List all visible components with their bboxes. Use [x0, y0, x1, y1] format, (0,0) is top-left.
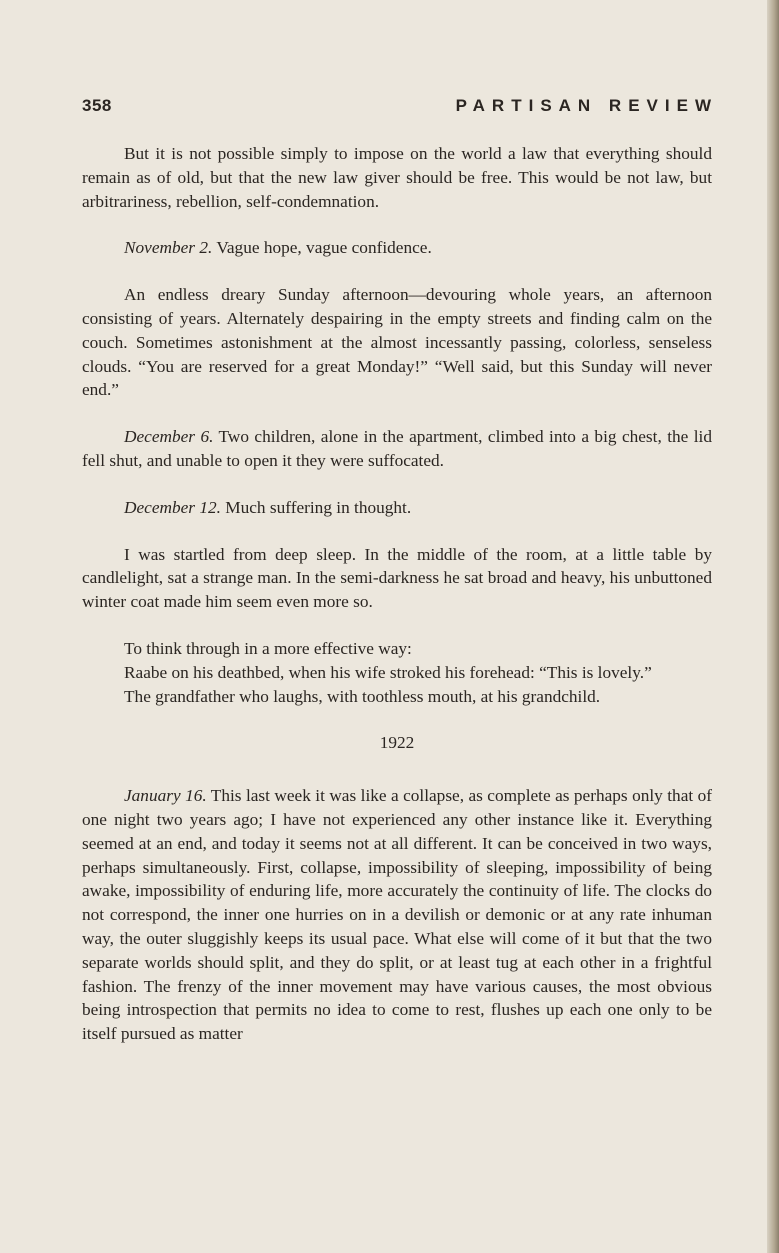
entry-text: This last week it was like a collapse, as complete as perhaps only that of one night two years ago; I have not experienced any other instance like it. Everything seemed at an end, and today it seems not at all different. It can be conceived in two ways, perhaps simultaneously. First, collapse, impossibility of sleeping, impossibility of being awake, impossibility of enduring life, more accurately the continuity of life. The clocks do not correspond, the inner one hurries on in a devilish or demonic or at any rate inhuman way, the outer sluggishly keeps its usual pace. What else will come of it but that the two separate worlds should split, and they do split, or at least tug at each other in a frightful fashion. The frenzy of the inner movement may have various causes, the most obvious being introspection that permits no idea to come to rest, flushes up each one only to be itself pursued as matter	[82, 786, 712, 1044]
entry-text: Much suffering in thought.	[220, 497, 412, 517]
year-heading: 1922	[379, 733, 415, 753]
running-head: PARTISAN REVIEW	[455, 96, 718, 115]
page-edge	[767, 0, 779, 1253]
entry-date: December 12.	[124, 497, 221, 517]
page-header	[82, 96, 718, 120]
entry-text: Vague hope, vague confidence.	[212, 238, 432, 258]
paragraph-5	[82, 496, 712, 520]
document-page	[82, 96, 718, 1046]
paragraph-8: Raabe on his deathbed, when his wife stroked his forehead: “This is lovely.”	[124, 662, 652, 682]
page-number: 358	[82, 96, 112, 115]
entry-text: Two children, alone in the apartment, climbed into a big chest, the lid fell shut, and unable to open it they were suffocated.	[82, 427, 712, 470]
paragraph-2	[82, 236, 712, 260]
entry-date: December 6.	[124, 427, 214, 447]
paragraph-7: To think through in a more effective way:	[124, 638, 412, 658]
paragraph-6: I was startled from deep sleep. In the middle of the room, at a little table by candlelight, sat a strange man. In the semi-darkness he sat broad and heavy, his unbuttoned winter coat made him seem even more so.	[82, 544, 712, 612]
paragraph-9: The grandfather who laughs, with toothless mouth, at his grandchild.	[124, 686, 601, 706]
entry-date: January 16.	[124, 786, 207, 806]
paragraph-4	[82, 425, 712, 473]
paragraph-1: But it is not possible simply to impose on the world a law that everything should remain as of old, but that the new law giver should be free. This would be not law, but arbitrariness, rebellion, self-condemnation.	[82, 144, 712, 211]
paragraph-10	[82, 784, 712, 1046]
entry-date: November 2.	[124, 238, 213, 258]
paragraph-3: An endless dreary Sunday afternoon—devouring whole years, an afternoon consisting of years. Alternately despairing in the empty streets and finding calm on the couch. Sometimes astonishment at the almost incessantly passing, colorless, senseless clouds. “You are reserved for a great Monday!” “Well said, but this Sunday will never end.”	[82, 285, 712, 400]
